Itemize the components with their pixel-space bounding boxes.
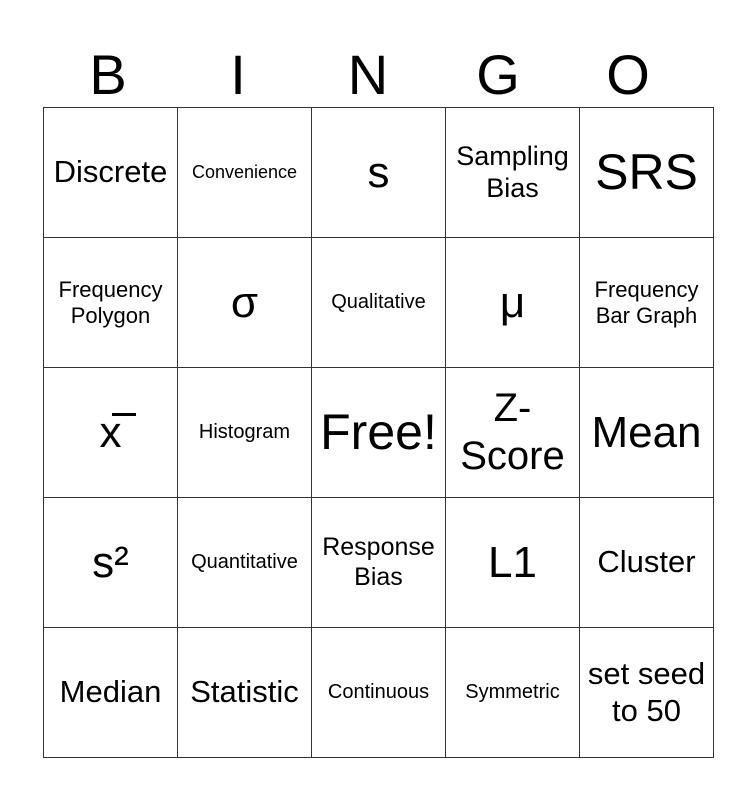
header-letter-g: G — [476, 43, 520, 106]
bingo-cell[interactable]: Median — [44, 628, 178, 758]
bingo-cell[interactable]: s² — [44, 498, 178, 628]
board-row — [44, 628, 714, 758]
bingo-cell[interactable]: Frequency Polygon — [44, 238, 178, 368]
board-row — [44, 498, 714, 628]
x-bar-symbol: x — [99, 407, 122, 457]
header-letter-n: N — [347, 43, 389, 106]
header-letter-i: I — [230, 43, 246, 106]
bingo-cell[interactable]: SRS — [580, 108, 714, 238]
bingo-cell[interactable]: Mean — [580, 368, 714, 498]
bingo-cell[interactable]: set seed to 50 — [580, 628, 714, 758]
bingo-cell[interactable]: μ — [446, 238, 580, 368]
bingo-cell[interactable]: Qualitative — [312, 238, 446, 368]
bingo-cell[interactable]: s — [312, 108, 446, 238]
bingo-cell[interactable]: Continuous — [312, 628, 446, 758]
bingo-board — [43, 107, 714, 758]
board-row — [44, 368, 714, 498]
header-letter-b: B — [89, 43, 127, 106]
bingo-cell[interactable]: L1 — [446, 498, 580, 628]
bingo-cell[interactable]: Quantitative — [178, 498, 312, 628]
bingo-cell[interactable]: Statistic — [178, 628, 312, 758]
bingo-cell[interactable]: Z-Score — [446, 368, 580, 498]
bingo-cell[interactable]: Discrete — [44, 108, 178, 238]
bingo-cell[interactable] — [44, 368, 178, 498]
bingo-header — [43, 42, 693, 108]
bingo-cell[interactable]: Response Bias — [312, 498, 446, 628]
free-cell[interactable]: Free! — [312, 368, 446, 498]
bingo-cell[interactable]: σ — [178, 238, 312, 368]
bingo-cell[interactable]: Cluster — [580, 498, 714, 628]
bingo-cell[interactable]: Frequency Bar Graph — [580, 238, 714, 368]
header-letter-o: O — [606, 43, 650, 106]
bingo-cell[interactable]: Histogram — [178, 368, 312, 498]
bingo-cell[interactable]: Convenience — [178, 108, 312, 238]
bingo-cell[interactable]: Symmetric — [446, 628, 580, 758]
board-row — [44, 238, 714, 368]
bingo-cell[interactable]: Sampling Bias — [446, 108, 580, 238]
board-row — [44, 108, 714, 238]
